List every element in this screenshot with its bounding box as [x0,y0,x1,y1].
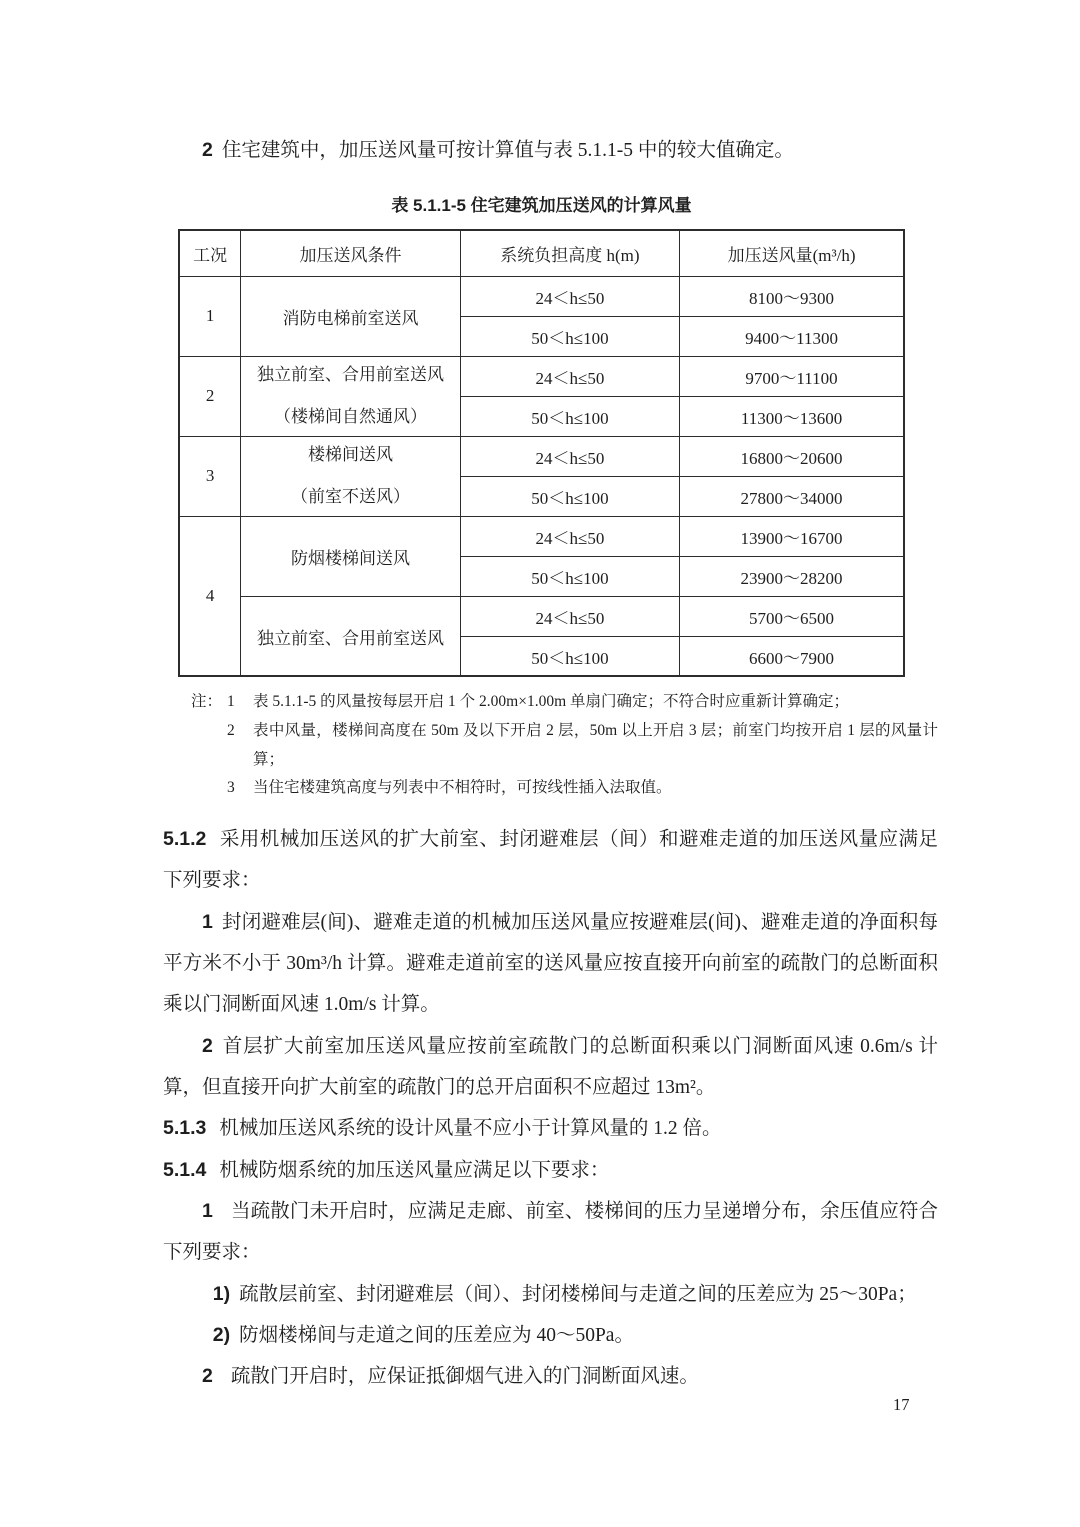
table-row [179,436,904,476]
header-height: 系统负担高度 h(m) [460,230,679,276]
table-row [179,596,904,636]
item-text: 封闭避难层(间)、避难走道的机械加压送风量应按避难层(间)、避难走道的净面积每平方米不小于 30m³/h 计算。避难走道前室的送风量应按直接开向前室的疏散门的总断面积乘以门洞断面风速 1.0m/s 计算。 [163,911,938,1016]
subitem-text: 疏散层前室、封闭避难层（间）、封闭楼梯间与走道之间的压差应为 25～30Pa； [239,1283,917,1305]
note-3-number: 3 [227,779,235,797]
height-range: 50＜h≤100 [460,396,679,436]
note-3-text: 当住宅楼建筑高度与列表中不相符时，可按线性插入法取值。 [253,779,672,797]
note-1-number: 1 [227,693,235,711]
condition-4b: 独立前室、合用前室送风 [241,596,460,676]
clause-5-1-3-number: 5.1.3 [163,1117,207,1140]
clause-5-1-4-text: 机械防烟系统的加压送风量应满足以下要求： [219,1159,610,1181]
clause-5-1-2 [163,819,938,902]
note-2-text: 表中风量，楼梯间高度在 50m 及以下开启 2 层，50m 以上开启 3 层；前室门均按开启 1 层的风量计算； [253,721,938,768]
clause-5-1-4-item-1 [163,1191,938,1274]
volume-range: 16800～20600 [680,436,904,476]
clause-5-1-2-number: 5.1.2 [163,827,207,850]
height-range: 24＜h≤50 [460,356,679,396]
table-header-row [179,230,904,276]
volume-range: 6600～7900 [680,636,904,676]
volume-range: 23900～28200 [680,556,904,596]
height-range: 24＜h≤50 [460,276,679,316]
clause-5-1-4 [163,1150,938,1191]
volume-range: 9400～11300 [680,316,904,356]
volume-range: 13900～16700 [680,516,904,556]
subitem-number: 1) [212,1282,231,1305]
table-row [179,516,904,556]
clause-5-1-4-item-1-sub-2 [163,1315,938,1356]
height-range: 24＜h≤50 [460,516,679,556]
volume-range: 8100～9300 [680,276,904,316]
note-2-number: 2 [227,721,235,739]
clause-5-1-4-item-2 [163,1356,938,1397]
case-1: 1 [179,276,241,356]
notes-label: 注： [191,693,223,711]
clause-5-1-4-item-1-sub-1 [163,1274,938,1315]
condition-3-line1: 楼梯间送风 [308,445,394,465]
volume-range: 11300～13600 [680,396,904,436]
height-range: 50＜h≤100 [460,556,679,596]
item-number: 1 [202,910,213,933]
pressurization-airflow-table [178,229,905,677]
condition-3-line2: （前室不送风） [291,486,411,506]
item-number: 2 [202,1365,213,1388]
table-row [179,356,904,396]
subitem-text: 防烟楼梯间与走道之间的压差应为 40～50Pa。 [239,1324,634,1346]
header-volume: 加压送风量(m³/h) [680,230,904,276]
condition-1: 消防电梯前室送风 [241,276,460,356]
clause-5-1-4-number: 5.1.4 [163,1158,207,1181]
intro-paragraph [163,136,938,165]
item-text: 首层扩大前室加压送风量应按前室疏散门的总断面积乘以门洞断面风速 0.6m/s 计算，但直接开向扩大前室的疏散门的总开启面积不应超过 13m²。 [163,1035,938,1098]
intro-item-number: 2 [202,139,213,161]
clause-5-1-3-text: 机械加压送风系统的设计风量不应小于计算风量的 1.2 倍。 [219,1118,722,1140]
header-case: 工况 [179,230,241,276]
condition-4a: 防烟楼梯间送风 [241,516,460,596]
header-condition: 加压送风条件 [241,230,460,276]
case-4: 4 [179,516,241,676]
item-number: 2 [202,1034,213,1057]
page-number: 17 [893,1395,910,1414]
height-range: 50＜h≤100 [460,476,679,516]
volume-range: 5700～6500 [680,596,904,636]
clause-5-1-2-item-2 [163,1026,938,1109]
note-2 [191,717,938,774]
condition-3 [241,436,460,516]
case-2: 2 [179,356,241,436]
height-range: 50＜h≤100 [460,316,679,356]
note-3 [191,774,938,803]
intro-text: 住宅建筑中，加压送风量可按计算值与表 5.1.1-5 中的较大值确定。 [221,140,794,161]
body-text [163,819,938,1398]
height-range: 50＜h≤100 [460,636,679,676]
condition-2 [241,356,460,436]
table-title: 表 5.1.1-5 住宅建筑加压送风的计算风量 [391,196,692,216]
clause-5-1-2-item-1 [163,902,938,1026]
height-range: 24＜h≤50 [460,436,679,476]
clause-5-1-3 [163,1108,938,1149]
condition-2-line1: 独立前室、合用前室送风 [257,365,445,385]
item-text: 当疏散门未开启时，应满足走廊、前室、楼梯间的压力呈递增分布，余压值应符合下列要求： [163,1200,938,1264]
note-1-text: 表 5.1.1-5 的风量按每层开启 1 个 2.00m×1.00m 单扇门确定；不符合时应重新计算确定； [253,693,850,711]
item-text: 疏散门开启时，应保证抵御烟气进入的门洞断面风速。 [230,1366,699,1388]
item-number: 1 [202,1199,213,1222]
table-notes [191,688,938,803]
volume-range: 27800～34000 [680,476,904,516]
height-range: 24＜h≤50 [460,596,679,636]
clause-5-1-2-text: 采用机械加压送风的扩大前室、封闭避难层（间）和避难走道的加压送风量应满足下列要求： [163,828,938,892]
table-row [179,276,904,316]
volume-range: 9700～11100 [680,356,904,396]
case-3: 3 [179,436,241,516]
condition-2-line2: （楼梯间自然通风） [274,406,428,426]
subitem-number: 2) [212,1323,231,1346]
note-1 [191,688,938,717]
